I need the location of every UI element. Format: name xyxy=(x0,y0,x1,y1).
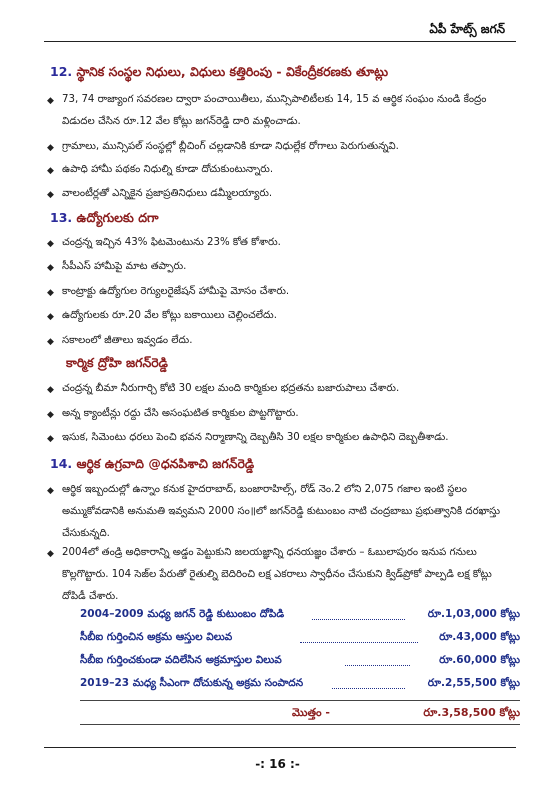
leader-dots xyxy=(312,608,405,620)
diamond-bullet-icon: ◆ xyxy=(47,312,54,322)
footer-rule xyxy=(44,747,516,748)
list-item: కాంట్రాక్టు ఉద్యోగుల రెగ్యులరైజేషన్ హామీపై మోసం చేశారు. xyxy=(62,286,290,297)
list-item: చంద్రన్న ఇచ్చిన 43% ఫిటమెంటును 23% కోత కోశారు. xyxy=(62,237,281,248)
summary-amount: రూ.2,55,500 కోట్లు xyxy=(427,677,520,689)
section-number: 13. xyxy=(50,210,73,225)
diamond-bullet-icon: ◆ xyxy=(47,410,54,420)
list-item: గ్రామాలు, మున్సిపల్ సంస్థల్లో బ్లీచింగ్ చల్లడానికి కూడా నిధుల్లేక రోగాలు పెరుగుతున్నవి. xyxy=(62,141,399,152)
total-amount: రూ.3,58,500 కోట్లు xyxy=(423,706,520,719)
section-heading-12 xyxy=(50,64,388,83)
list-item: వాలంటీర్లతో ఎన్నికైన ప్రజాప్రతినిధులు డమ్మీలయ్యారు. xyxy=(62,188,273,199)
summary-row xyxy=(80,654,520,672)
total-label: మొత్తం - xyxy=(292,706,330,719)
summary-amount: రూ.1,03,000 కోట్లు xyxy=(427,608,520,620)
section-heading-13 xyxy=(50,210,159,229)
section-title: ఉద్యోగులకు దగా xyxy=(76,210,159,225)
header-rule xyxy=(44,41,516,42)
leader-dots xyxy=(300,631,418,643)
list-item: సకాలంలో జీతాలు ఇవ్వడం లేదు. xyxy=(62,335,193,346)
summary-amount: రూ.60,000 కోట్లు xyxy=(439,654,520,666)
summary-label: సీబీఐ గుర్తించిన అక్రమ ఆస్తుల విలువ xyxy=(80,631,233,643)
diamond-bullet-icon: ◆ xyxy=(47,166,54,176)
list-item: చంద్రన్న బీమా నీరుగార్చి కోటి 30 లక్షల మంది కార్మికుల భద్రతను బజారుపాలు చేశారు. xyxy=(62,383,400,394)
list-item: ఉద్యోగులకు రూ.20 వేల కోట్లు బకాయిలు చెల్లించలేదు. xyxy=(62,310,277,321)
list-item: సీపీఎస్ హామీపై మాట తప్పారు. xyxy=(62,261,187,272)
list-item: ఉపాధి హామీ పథకం నిధుల్ని కూడా దోచుకుంటున్నారు. xyxy=(62,164,274,175)
subsection-heading: కార్మిక ద్రోహి జగన్‌రెడ్డి xyxy=(66,355,168,370)
diamond-bullet-icon: ◆ xyxy=(47,385,54,395)
section-title: స్థానిక సంస్థల నిధులు, విధులు కత్తిరింపు - వికేంద్రీకరణకు తూట్లు xyxy=(76,64,389,79)
leader-dots xyxy=(332,677,405,689)
diamond-bullet-icon: ◆ xyxy=(47,190,54,200)
summary-label: 2019–23 మధ్య సీఎంగా దోచుకున్న అక్రమ సంపాదన xyxy=(80,677,304,689)
total-rule xyxy=(80,724,520,725)
list-item: అన్న క్యాంటీన్లు రద్దు చేసి అసంఘటిత కార్మికుల పొట్టగొట్టారు. xyxy=(62,408,299,419)
list-item: 2004లో తండ్రి అధికారాన్ని అడ్డం పెట్టుకుని జలయజ్ఞాన్ని ధనయజ్ఞం చేశారు – ఓబులాపురం ఇనుప గనులు కొల్లగొట్టారు. 104 సెజ్‌ల పేరుతో రైతుల్ని బెదిరించి లక్ష ఎకరాలు స్వాధీనం చేసుకుని క్విడ్‌ప్రోకో పాల్పడి లక్ష కోట్లు దోపిడీ చేశారు. xyxy=(62,547,492,602)
section-number: 12. xyxy=(50,64,73,79)
section-heading-14 xyxy=(50,456,254,475)
diamond-bullet-icon: ◆ xyxy=(47,549,54,559)
diamond-bullet-icon: ◆ xyxy=(47,263,54,273)
page-number: -: 16 :- xyxy=(255,757,300,771)
diamond-bullet-icon: ◆ xyxy=(47,143,54,153)
summary-rule xyxy=(80,700,520,701)
summary-label: సీబీఐ గుర్తించకుండా వదిలేసిన అక్రమాస్తుల విలువ xyxy=(80,654,282,666)
diamond-bullet-icon: ◆ xyxy=(47,434,54,444)
section-title: ఆర్థిక ఉగ్రవాది @ధనపిశాచి జగన్‌రెడ్డి xyxy=(76,456,255,471)
leader-dots xyxy=(345,654,410,666)
summary-row xyxy=(80,677,520,695)
diamond-bullet-icon: ◆ xyxy=(47,288,54,298)
summary-amount: రూ.43,000 కోట్లు xyxy=(439,631,520,643)
list-item: ఇసుక, సిమెంటు ధరలు పెంచి భవన నిర్మాణాన్ని దెబ్బతీసి 30 లక్షల కార్మికుల ఉపాధిని దెబ్బతీశాడు. xyxy=(62,432,449,443)
list-item: 73, 74 రాజ్యాంగ సవరణల ద్వారా పంచాయితీలు, మున్సిపాలిటీలకు 14, 15 వ ఆర్థిక సంఘం నుండి కేంద్రం విడుదల చేసిన రూ.12 వేల కోట్లు జగన్‌రెడ్డి దారి మళ్లించాడు. xyxy=(62,94,487,127)
list-item: ఆర్థిక ఇబ్బందుల్లో ఉన్నాం కనుక హైదరాబాద్, బంజారాహిల్స్, రోడ్ నెం.2 లోని 2,075 గజాల ఇంటి స్థలం అమ్ముకోవడానికి అనుమతి ఇవ్వమని 2000 సం॥లో జగన్‌రెడ్డి కుటుంబం నాటి చంద్రబాబు ప్రభుత్వానికి దరఖాస్తు చేసుకున్నది. xyxy=(62,484,500,539)
summary-label: 2004–2009 మధ్య జగన్ రెడ్డి కుటుంబం దోపిడి xyxy=(80,608,285,620)
diamond-bullet-icon: ◆ xyxy=(47,239,54,249)
summary-row xyxy=(80,608,520,626)
summary-row xyxy=(80,631,520,649)
header-title: ఏపీ హేట్స్ జగన్ xyxy=(429,22,505,36)
section-number: 14. xyxy=(50,456,73,471)
diamond-bullet-icon: ◆ xyxy=(47,486,54,496)
diamond-bullet-icon: ◆ xyxy=(47,337,54,347)
diamond-bullet-icon: ◆ xyxy=(47,96,54,106)
